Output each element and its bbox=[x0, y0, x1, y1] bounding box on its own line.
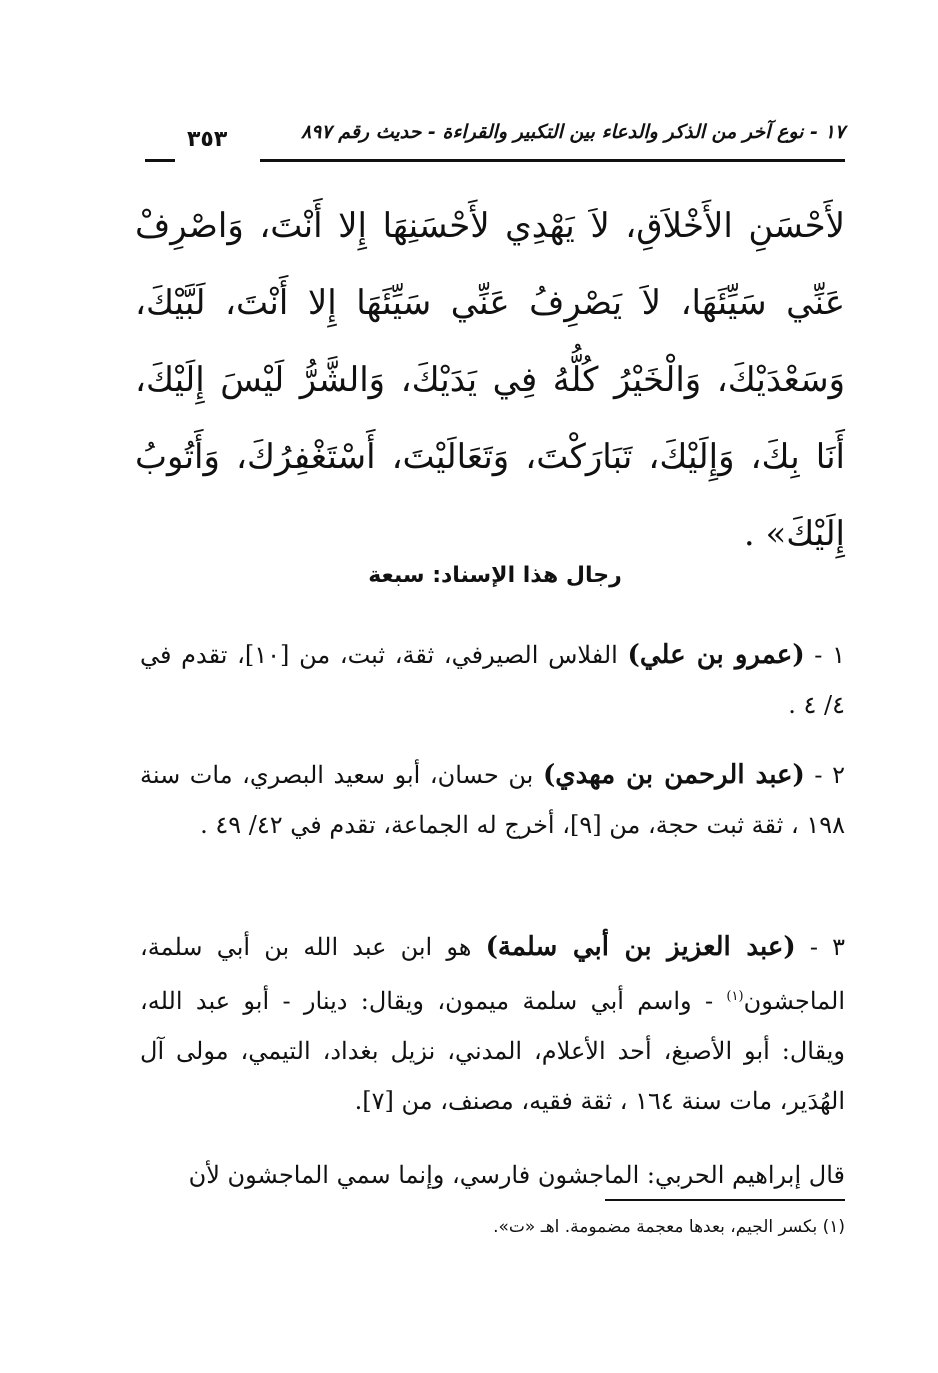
narrator-name: (عمرو بن علي) bbox=[627, 640, 805, 670]
section-title: رجال هذا الإسناد: سبعة bbox=[368, 563, 622, 588]
narrator-entry-1 bbox=[140, 630, 845, 730]
header-rule bbox=[260, 159, 845, 162]
narrator-number: ٣ - bbox=[795, 933, 845, 961]
footnote-divider bbox=[605, 1199, 845, 1201]
footnote: (١) بكسر الجيم، بعدها معجمة مضمومة. اهـ «ت». bbox=[493, 1217, 845, 1237]
narrator-details: هو ابن عبد الله بن أبي سلمة، الماجشون bbox=[140, 933, 845, 1015]
running-header bbox=[145, 115, 845, 165]
page-number: ٣٥٣ bbox=[187, 127, 228, 152]
narrator-number: ٢ - bbox=[804, 761, 845, 789]
narrator-number: ١ - bbox=[804, 641, 845, 669]
narrator-name: (عبد الرحمن بن مهدي) bbox=[542, 760, 805, 790]
narrator-details: الفلاس الصيرفي، ثقة، ثبت، من [١٠]، تقدم في ٤/ ٤ . bbox=[140, 641, 845, 719]
header-rule-short bbox=[145, 159, 175, 162]
footnote-marker: (١) bbox=[726, 989, 744, 1004]
narrator-name: (عبد العزيز بن أبي سلمة) bbox=[485, 932, 796, 962]
header-title: ١٧ - نوع آخر من الذكر والدعاء بين التكبير والقراءة - حديث رقم ٨٩٧ bbox=[300, 121, 845, 143]
narrator-details: بن حسان، أبو سعيد البصري، مات سنة ١٩٨ ، ثقة ثبت حجة، من [٩]، أخرج له الجماعة، تقدم في ٤٢/ ٤٩ . bbox=[140, 761, 845, 839]
continuing-paragraph: قال إبراهيم الحربي: الماجشون فارسي، وإنما سمي الماجشون لأن bbox=[188, 1161, 845, 1189]
narrator-details-cont: - واسم أبي سلمة ميمون، ويقال: دينار - أبو عبد الله، ويقال: أبو الأصبغ، أحد الأعلام، المدني، نزيل بغداد، التيمي، مولى آل الهُدَير، مات سنة ١٦٤ ، ثقة فقيه، مصنف، من [٧]. bbox=[140, 987, 845, 1115]
narrator-entry-2 bbox=[140, 750, 845, 850]
narrator-entry-3 bbox=[140, 922, 845, 1126]
hadith-text: لأَحْسَنِ الأَخْلاَقِ، لاَ يَهْدِي لأَحْسَنِهَا إِلا أَنْتَ، وَاصْرِفْ عَنِّي سَيِّئَهَا، لاَ يَصْرِفُ عَنِّي سَيِّئَهَا إِلا أَنْتَ، لَبَّيْكَ، وَسَعْدَيْكَ، وَالْخَيْرُ كُلُّهُ فِي يَدَيْكَ، وَالشَّرُّ لَيْسَ إِلَيْكَ، أَنَا بِكَ، وَإِلَيْكَ، تَبَارَكْتَ، وَتَعَالَيْتَ، أَسْتَغْفِرُكَ، وَأَتُوبُ إِلَيْكَ» . bbox=[135, 206, 845, 554]
